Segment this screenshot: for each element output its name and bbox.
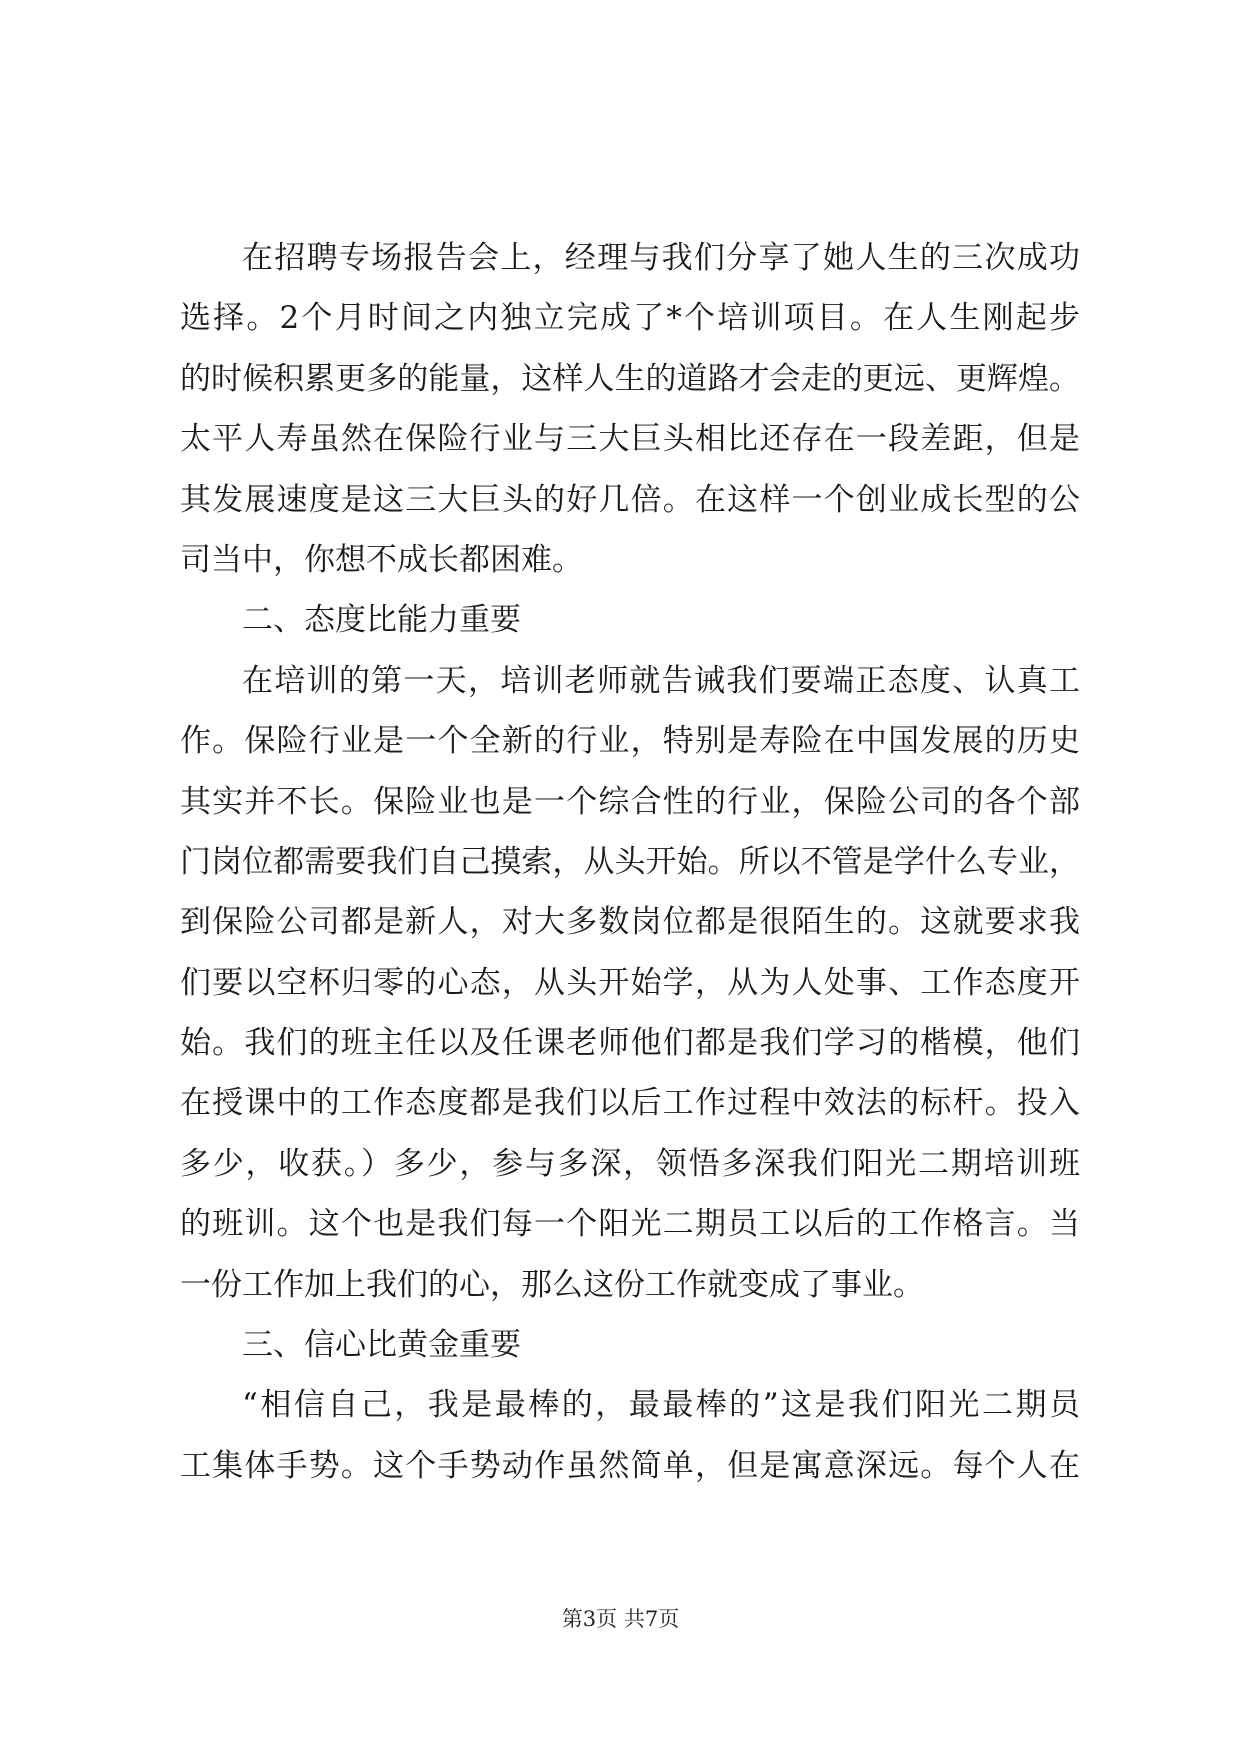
text-line: “相信自己，我是最棒的，最最棒的”这是我们阳光二期员	[242, 1387, 1080, 1424]
text-line: 选择。2个月时间之内独立完成了*个培训项目。在人生刚起步	[180, 300, 1080, 337]
text-line: 在培训的第一天，培训老师就告诫我们要端正态度、认真工	[242, 662, 1080, 699]
document-body	[180, 228, 1080, 1496]
text-line: 的班训。这个也是我们每一个阳光二期员工以后的工作格言。当	[180, 1206, 1080, 1243]
text-line: 其实并不长。保险业也是一个综合性的行业，保险公司的各个部	[180, 783, 1080, 820]
text-line: 们要以空杯归零的心态，从头开始学，从为人处事、工作态度开	[180, 964, 1080, 1001]
text-line: 司当中，你想不成长都困难。	[180, 541, 583, 578]
text-line: 门岗位都需要我们自己摸索，从头开始。所以不管是学什么专业，	[180, 843, 1080, 880]
page-number-footer: 第3页 共7页	[561, 1607, 680, 1631]
text-line: 太平人寿虽然在保险行业与三大巨头相比还存在一段差距，但是	[180, 421, 1080, 458]
text-line: 到保险公司都是新人，对大多数岗位都是很陌生的。这就要求我	[180, 904, 1080, 941]
text-line: 在授课中的工作态度都是我们以后工作过程中效法的标杆。投入	[180, 1085, 1080, 1122]
text-line: 多少，收获。）多少，参与多深，领悟多深我们阳光二期培训班	[180, 1145, 1080, 1182]
text-line: 三、信心比黄金重要	[242, 1327, 521, 1364]
text-line: 一份工作加上我们的心，那么这份工作就变成了事业。	[180, 1266, 924, 1303]
text-line: 二、态度比能力重要	[242, 602, 521, 639]
text-line: 其发展速度是这三大巨头的好几倍。在这样一个创业成长型的公	[180, 481, 1080, 518]
text-line: 作。保险行业是一个全新的行业，特别是寿险在中国发展的历史	[180, 723, 1080, 760]
text-line: 工集体手势。这个手势动作虽然简单，但是寓意深远。每个人在	[180, 1447, 1080, 1484]
text-line: 在招聘专场报告会上，经理与我们分享了她人生的三次成功	[242, 240, 1080, 276]
text-line: 始。我们的班主任以及任课老师他们都是我们学习的楷模，他们	[180, 1025, 1080, 1062]
text-line: 的时候积累更多的能量，这样人生的道路才会走的更远、更辉煌。	[180, 360, 1080, 397]
